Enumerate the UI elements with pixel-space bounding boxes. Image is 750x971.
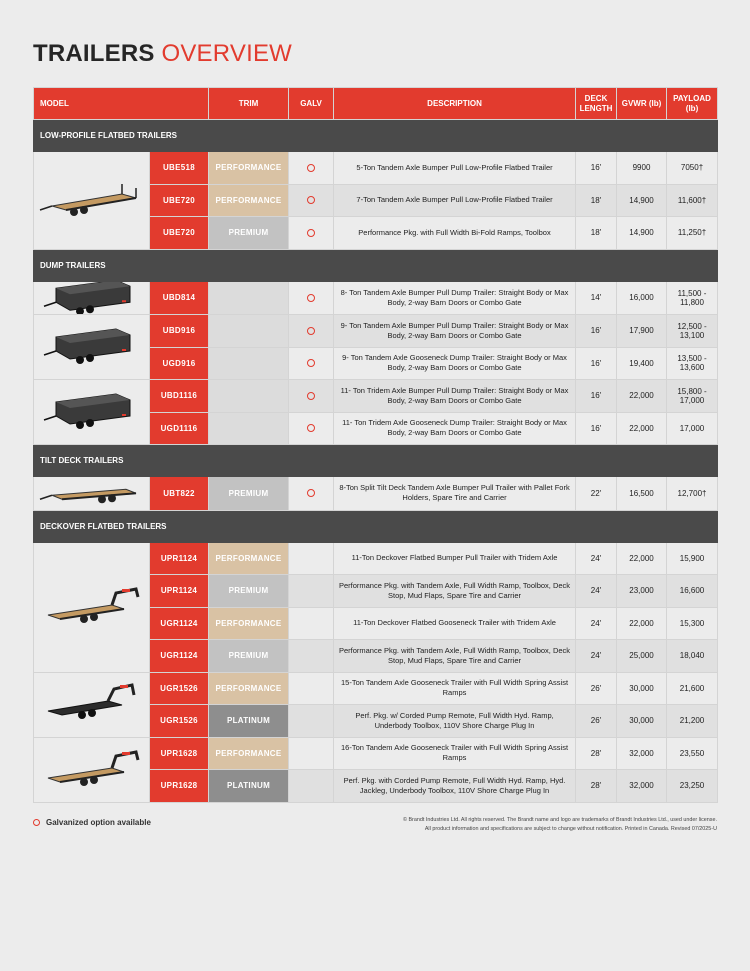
- model-code: UPR1628: [150, 770, 209, 803]
- table-row: [34, 542, 718, 575]
- deck-length-cell: 24': [576, 575, 617, 608]
- galv-cell: [289, 315, 334, 348]
- payload-cell: 23,250: [667, 770, 718, 803]
- galv-cell: [289, 640, 334, 673]
- section-title: TILT DECK TRAILERS: [34, 445, 718, 477]
- galv-cell: [289, 412, 334, 445]
- trim-badge: PLATINUM: [209, 770, 289, 803]
- payload-cell: 7050†: [667, 152, 718, 185]
- galv-cell: [289, 542, 334, 575]
- gvwr-cell: 16,000: [617, 281, 667, 315]
- trim-badge: [209, 347, 289, 380]
- section-row: [34, 120, 718, 152]
- table-row: [34, 380, 718, 413]
- payload-cell: 15,900: [667, 542, 718, 575]
- deck-length-cell: 14': [576, 281, 617, 315]
- table-row: [34, 737, 718, 770]
- header-payload: PAYLOAD (lb): [667, 88, 718, 120]
- galv-cell: [289, 705, 334, 738]
- gvwr-cell: 14,900: [617, 217, 667, 250]
- page-title: [33, 40, 292, 68]
- model-code: UBD916: [150, 315, 209, 348]
- header-row: [34, 88, 718, 120]
- trim-badge: PREMIUM: [209, 575, 289, 608]
- description-cell: Performance Pkg. with Tandem Axle, Full Width Ramp, Toolbox, Deck Stop, Mud Flaps, Spare Tire and Carrier: [334, 640, 576, 673]
- payload-cell: 15,300: [667, 607, 718, 640]
- red-ring-icon: [307, 359, 315, 367]
- description-cell: 11- Ton Tridem Axle Gooseneck Dump Trailer: Straight Body or Max Body, 2-way Barn Doors or Combo Gate: [334, 412, 576, 445]
- trim-badge: PERFORMANCE: [209, 672, 289, 705]
- trim-badge: PLATINUM: [209, 705, 289, 738]
- deckover-image-1: [34, 542, 150, 672]
- description-cell: Performance Pkg. with Tandem Axle, Full Width Ramp, Toolbox, Deck Stop, Mud Flaps, Spare Tire and Carrier: [334, 575, 576, 608]
- gvwr-cell: 17,900: [617, 315, 667, 348]
- section-row: [34, 445, 718, 477]
- model-code: UBE720: [150, 217, 209, 250]
- red-ring-icon: [33, 819, 40, 826]
- description-cell: Perf. Pkg. with Corded Pump Remote, Full Width Hyd. Ramp, Hyd. Jackleg, Underbody Toolbox, 110V Shore Charge Plug In: [334, 770, 576, 803]
- gvwr-cell: 19,400: [617, 347, 667, 380]
- low-profile-flatbed-image: [34, 152, 150, 250]
- table-row: [34, 315, 718, 348]
- payload-cell: 11,600†: [667, 184, 718, 217]
- red-ring-icon: [307, 229, 315, 237]
- deck-length-cell: 24': [576, 640, 617, 673]
- model-code: UBD814: [150, 281, 209, 315]
- gvwr-cell: 22,000: [617, 380, 667, 413]
- model-code: UGR1526: [150, 705, 209, 738]
- model-code: UGD1116: [150, 412, 209, 445]
- description-cell: 16-Ton Tandem Axle Gooseneck Trailer with Full Width Spring Assist Ramps: [334, 737, 576, 770]
- model-code: UBD1116: [150, 380, 209, 413]
- payload-cell: 16,600: [667, 575, 718, 608]
- payload-cell: 21,600: [667, 672, 718, 705]
- red-ring-icon: [307, 196, 315, 204]
- payload-cell: 21,200: [667, 705, 718, 738]
- dump-trailer-image-1: [34, 281, 150, 315]
- red-ring-icon: [307, 489, 315, 497]
- model-code: UBE720: [150, 184, 209, 217]
- galv-cell: [289, 607, 334, 640]
- deck-length-cell: 26': [576, 705, 617, 738]
- red-ring-icon: [307, 424, 315, 432]
- deck-length-cell: 28': [576, 770, 617, 803]
- deck-length-cell: 16': [576, 347, 617, 380]
- trim-badge: [209, 380, 289, 413]
- description-cell: 11-Ton Deckover Flatbed Bumper Pull Trailer with Tridem Axle: [334, 542, 576, 575]
- trim-badge: PERFORMANCE: [209, 607, 289, 640]
- header-model: MODEL: [34, 88, 209, 120]
- footnote-line-1: © Brandt Industries Ltd. All rights reserved. The Brandt name and logo are trademarks of Brandt Industries Ltd., used under license.: [402, 817, 717, 823]
- galv-cell: [289, 347, 334, 380]
- gvwr-cell: 16,500: [617, 477, 667, 511]
- model-code: UPR1124: [150, 542, 209, 575]
- description-cell: 8- Ton Tandem Axle Bumper Pull Dump Trailer: Straight Body or Max Body, 2-way Barn Doors or Combo Gate: [334, 281, 576, 315]
- dump-trailer-image-2: [34, 315, 150, 380]
- deck-length-cell: 16': [576, 412, 617, 445]
- payload-cell: 12,700†: [667, 477, 718, 511]
- trim-badge: [209, 412, 289, 445]
- deck-length-cell: 26': [576, 672, 617, 705]
- deckover-image-2: [34, 672, 150, 737]
- deck-length-cell: 16': [576, 152, 617, 185]
- description-cell: 7-Ton Tandem Axle Bumper Pull Low-Profile Flatbed Trailer: [334, 184, 576, 217]
- legend: [33, 818, 151, 827]
- header-galv: GALV: [289, 88, 334, 120]
- model-code: UGD916: [150, 347, 209, 380]
- gvwr-cell: 25,000: [617, 640, 667, 673]
- model-code: UGR1526: [150, 672, 209, 705]
- header-gvwr: GVWR (lb): [617, 88, 667, 120]
- description-cell: 9- Ton Tandem Axle Gooseneck Dump Trailer: Straight Body or Max Body, 2-way Barn Doors or Combo Gate: [334, 347, 576, 380]
- model-code: UPR1124: [150, 575, 209, 608]
- gvwr-cell: 32,000: [617, 737, 667, 770]
- gvwr-cell: 22,000: [617, 412, 667, 445]
- deck-length-cell: 22': [576, 477, 617, 511]
- trim-badge: PERFORMANCE: [209, 184, 289, 217]
- header-description: DESCRIPTION: [334, 88, 576, 120]
- gvwr-cell: 22,000: [617, 607, 667, 640]
- gvwr-cell: 22,000: [617, 542, 667, 575]
- title-part-1: TRAILERS: [33, 40, 155, 67]
- galv-cell: [289, 184, 334, 217]
- red-ring-icon: [307, 294, 315, 302]
- description-cell: 5-Ton Tandem Axle Bumper Pull Low-Profile Flatbed Trailer: [334, 152, 576, 185]
- table-row: [34, 672, 718, 705]
- gvwr-cell: 30,000: [617, 705, 667, 738]
- tilt-deck-image: [34, 477, 150, 511]
- trim-badge: PREMIUM: [209, 217, 289, 250]
- header-trim: TRIM: [209, 88, 289, 120]
- dump-trailer-image-3: [34, 380, 150, 445]
- red-ring-icon: [307, 327, 315, 335]
- gvwr-cell: 14,900: [617, 184, 667, 217]
- legend-text: Galvanized option available: [46, 818, 151, 827]
- description-cell: 9- Ton Tandem Axle Bumper Pull Dump Trailer: Straight Body or Max Body, 2-way Barn Doors or Combo Gate: [334, 315, 576, 348]
- deckover-image-3: [34, 737, 150, 802]
- galv-cell: [289, 217, 334, 250]
- payload-cell: 17,000: [667, 412, 718, 445]
- header-deck-length: DECK LENGTH: [576, 88, 617, 120]
- table-row: [34, 477, 718, 511]
- section-title: DECKOVER FLATBED TRAILERS: [34, 510, 718, 542]
- model-code: UPR1628: [150, 737, 209, 770]
- galv-cell: [289, 575, 334, 608]
- galv-cell: [289, 152, 334, 185]
- table-row: [34, 281, 718, 315]
- footnote-line-2: All product information and specifications are subject to change without notification. Printed in Canada. Revised 07/2025-U: [424, 825, 717, 832]
- deck-length-cell: 24': [576, 542, 617, 575]
- gvwr-cell: 32,000: [617, 770, 667, 803]
- model-code: UGR1124: [150, 607, 209, 640]
- galv-cell: [289, 672, 334, 705]
- payload-cell: 13,500 - 13,600: [667, 347, 718, 380]
- footnote: [403, 816, 717, 833]
- red-ring-icon: [307, 392, 315, 400]
- deck-length-cell: 18': [576, 184, 617, 217]
- trim-badge: PREMIUM: [209, 477, 289, 511]
- galv-cell: [289, 477, 334, 511]
- title-part-2: OVERVIEW: [161, 40, 293, 67]
- deck-length-cell: 16': [576, 380, 617, 413]
- section-title: DUMP TRAILERS: [34, 249, 718, 281]
- deck-length-cell: 18': [576, 217, 617, 250]
- gvwr-cell: 23,000: [617, 575, 667, 608]
- payload-cell: 11,500 - 11,800: [667, 281, 718, 315]
- gvwr-cell: 9900: [617, 152, 667, 185]
- trailers-table: [33, 87, 718, 803]
- deck-length-cell: 28': [576, 737, 617, 770]
- table-row: [34, 152, 718, 185]
- trim-badge: PERFORMANCE: [209, 542, 289, 575]
- galv-cell: [289, 380, 334, 413]
- trim-badge: PREMIUM: [209, 640, 289, 673]
- gvwr-cell: 30,000: [617, 672, 667, 705]
- galv-cell: [289, 281, 334, 315]
- payload-cell: 11,250†: [667, 217, 718, 250]
- trim-badge: [209, 315, 289, 348]
- model-code: UBE518: [150, 152, 209, 185]
- red-ring-icon: [307, 164, 315, 172]
- payload-cell: 15,800 - 17,000: [667, 380, 718, 413]
- payload-cell: 23,550: [667, 737, 718, 770]
- model-code: UGR1124: [150, 640, 209, 673]
- galv-cell: [289, 770, 334, 803]
- description-cell: 11-Ton Deckover Flatbed Gooseneck Trailer with Tridem Axle: [334, 607, 576, 640]
- description-cell: 15-Ton Tandem Axle Gooseneck Trailer with Full Width Spring Assist Ramps: [334, 672, 576, 705]
- deck-length-cell: 24': [576, 607, 617, 640]
- description-cell: 11- Ton Tridem Axle Bumper Pull Dump Trailer: Straight Body or Max Body, 2-way Barn Doors or Combo Gate: [334, 380, 576, 413]
- model-code: UBT822: [150, 477, 209, 511]
- trim-badge: PERFORMANCE: [209, 152, 289, 185]
- section-row: [34, 249, 718, 281]
- payload-cell: 18,040: [667, 640, 718, 673]
- description-cell: 8-Ton Split Tilt Deck Tandem Axle Bumper Pull Trailer with Pallet Fork Holders, Spare Tire and Carrier: [334, 477, 576, 511]
- description-cell: Performance Pkg. with Full Width Bi-Fold Ramps, Toolbox: [334, 217, 576, 250]
- description-cell: Perf. Pkg. w/ Corded Pump Remote, Full Width Hyd. Ramp, Underbody Toolbox, 110V Shore Charge Plug In: [334, 705, 576, 738]
- section-title: LOW-PROFILE FLATBED TRAILERS: [34, 120, 718, 152]
- trim-badge: PERFORMANCE: [209, 737, 289, 770]
- trim-badge: [209, 281, 289, 315]
- galv-cell: [289, 737, 334, 770]
- payload-cell: 12,500 - 13,100: [667, 315, 718, 348]
- deck-length-cell: 16': [576, 315, 617, 348]
- section-row: [34, 510, 718, 542]
